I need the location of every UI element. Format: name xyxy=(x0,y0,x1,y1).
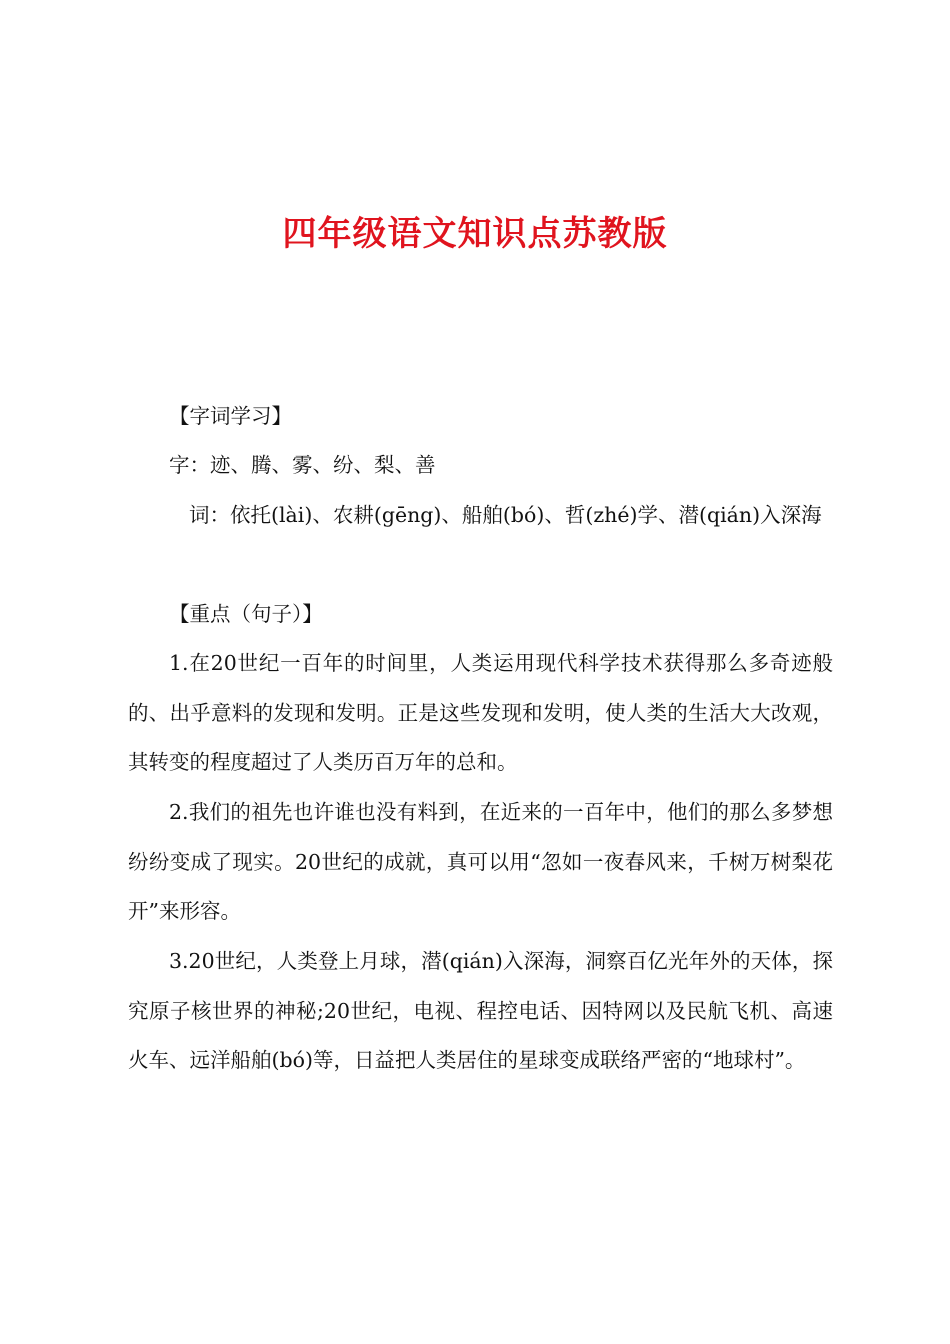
paragraph-text: 2.我们的祖先也许谁也没有料到，在近来的一百年中，他们的那么多梦想纷纷变成了现实。20世纪的成就，真可以用“忽如一夜春风来，千树万树梨花开”来形容。 xyxy=(128,800,833,923)
characters-text: 字：迹、腾、雾、纷、梨、善 xyxy=(169,453,436,477)
section-heading-vocabulary xyxy=(128,392,833,442)
page-title: 四年级语文知识点苏教版 xyxy=(282,214,668,254)
vocab-characters-line xyxy=(128,441,833,491)
paragraph-text: 3.20世纪，人类登上月球，潜(qián)入深海，洞察百亿光年外的天体，探究原子核世界的神秘;20世纪，电视、程控电话、因特网以及民航飞机、高速火车、远洋船舶(bó)等，日益把人类居住的星球变成联络严密的“地球村”。 xyxy=(128,949,833,1072)
section-heading-text: 【字词学习】 xyxy=(169,404,292,428)
words-text: 词：依托(lài)、农耕(gēng)、船舶(bó)、哲(zhé)学、潜(qián)入深海 xyxy=(189,503,822,527)
section-heading-key-sentences xyxy=(128,590,833,640)
key-sentence-paragraph-1 xyxy=(128,639,833,788)
paragraph-text: 1.在20世纪一百年的时间里，人类运用现代科学技术获得那么多奇迹般的、出乎意料的发现和发明。正是这些发现和发明，使人类的生活大大改观，其转变的程度超过了人类历百万年的总和。 xyxy=(128,651,833,774)
section-heading-text: 【重点（句子）】 xyxy=(169,602,323,626)
key-sentence-paragraph-2 xyxy=(128,788,833,937)
key-sentence-paragraph-3 xyxy=(128,937,833,1086)
vocab-words-line xyxy=(128,491,833,541)
